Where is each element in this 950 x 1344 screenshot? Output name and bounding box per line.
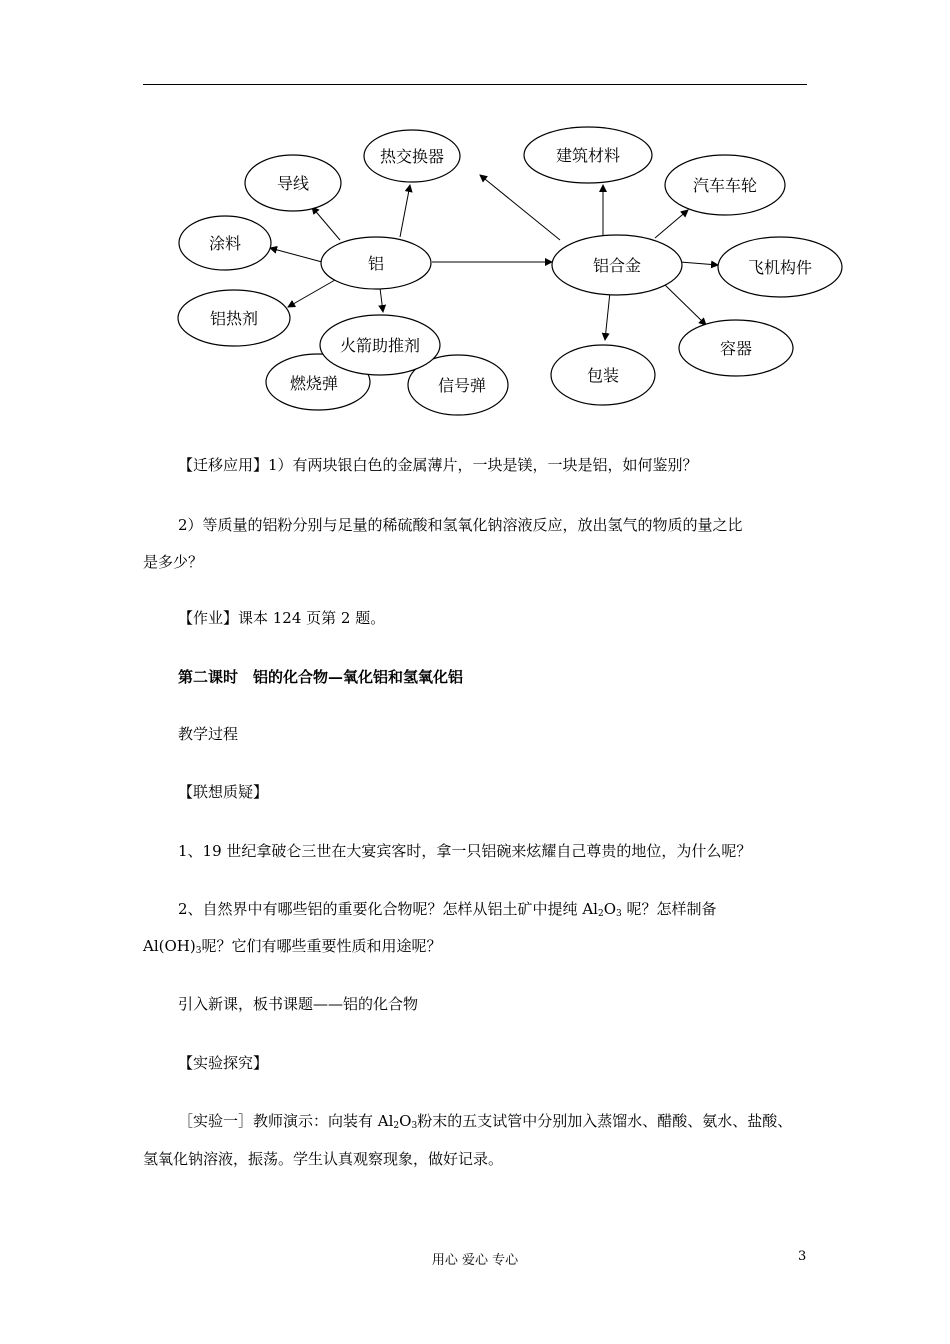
question-2-line1: 2）等质量的铝粉分别与足量的稀硫酸和氢氧化钠溶液反应，放出氢气的物质的量之比 [178, 516, 743, 534]
homework: 【作业】课本 124 页第 2 题。 [178, 609, 386, 627]
label-rejiaohuanqi: 热交换器 [379, 147, 445, 166]
experiment-1-line2: 氢氧化钠溶液，振荡。学生认真观察现象，做好记录。 [143, 1150, 504, 1168]
item-1: 1、19 世纪拿破仑三世在大宴宾客时，拿一只铝碗来炫耀自己尊贵的地位，为什么呢？ [178, 842, 752, 860]
question-2-line2: 是多少？ [143, 553, 204, 571]
label-baozhuang: 包装 [586, 366, 620, 385]
label-rongqi: 容器 [719, 339, 753, 358]
experiment-heading: 【实验探究】 [178, 1054, 269, 1072]
question-1: 【迁移应用】1）有两块银白色的金属薄片，一块是镁，一块是铝，如何鉴别？ [178, 456, 698, 474]
association-heading: 【联想质疑】 [178, 783, 269, 801]
label-lv: 铝 [367, 254, 385, 273]
label-xinhaodan: 信号弹 [437, 376, 487, 395]
intro-new-lesson: 引入新课，板书课题——铝的化合物 [178, 995, 419, 1013]
footer-motto: 用心 爱心 专心 [431, 1253, 519, 1268]
aluminum-uses-diagram [0, 0, 950, 430]
label-tuliao: 涂料 [208, 234, 242, 253]
experiment-1-line1: ［实验一］教师演示：向装有 $Al_2O_3$粉末的五支试管中分别加入蒸馏水、醋酸、氨水、盐酸、 [178, 1112, 793, 1131]
item-2-line1: 2、自然界中有哪些铝的重要化合物呢？怎样从铝土矿中提纯 $Al_2O_3$ 呢？怎样制备 [178, 900, 717, 919]
label-lvhejin: 铝合金 [592, 256, 642, 275]
label-feiji: 飞机构件 [747, 258, 813, 277]
label-lvrejie: 铝热剂 [209, 309, 259, 328]
lesson-title: 第二课时 铝的化合物—氧化铝和氢氧化铝 [178, 668, 464, 686]
label-daoxian: 导线 [276, 174, 310, 193]
item-2-line2: $Al(OH)_3$呢？它们有哪些重要性质和用途呢？ [143, 937, 442, 956]
label-ranshaodan: 燃烧弹 [289, 374, 339, 393]
label-jianzhu: 建筑材料 [555, 146, 621, 165]
label-qiche: 汽车车轮 [692, 176, 758, 195]
page-number: 3 [798, 1249, 807, 1264]
teaching-process: 教学过程 [178, 725, 239, 743]
label-huojian: 火箭助推剂 [339, 336, 421, 355]
